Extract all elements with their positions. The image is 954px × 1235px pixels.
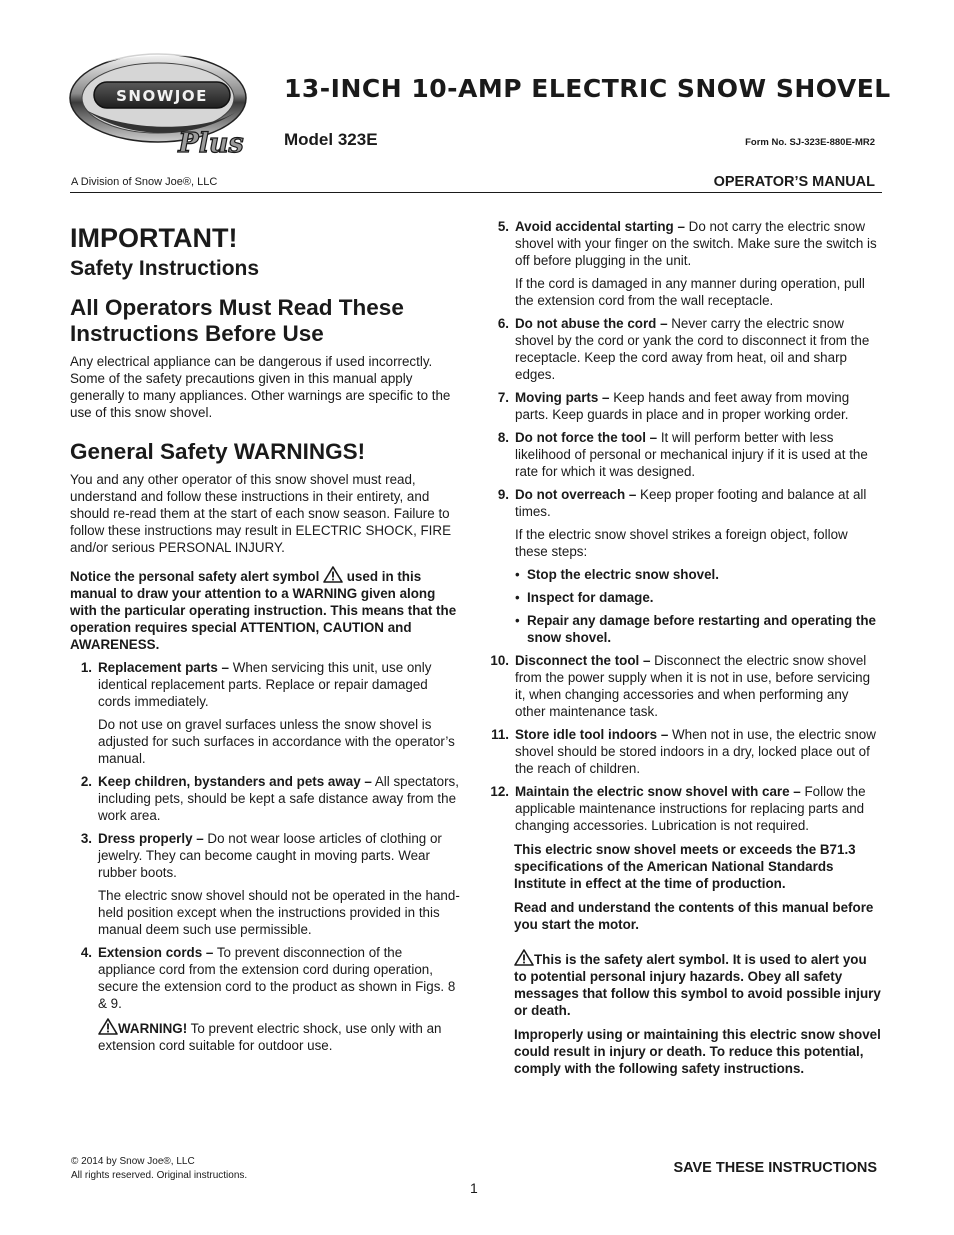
form-number: Form No. SJ-323E-880E-MR2	[745, 137, 875, 148]
list-item	[487, 652, 882, 720]
list-item	[70, 659, 463, 710]
item-number: 6.	[497, 316, 509, 331]
division-label: A Division of Snow Joe®, LLC	[71, 176, 218, 188]
item-number: 8.	[497, 430, 509, 445]
item-number: 2.	[80, 774, 92, 789]
list-item	[487, 315, 882, 383]
general-warnings-heading: General Safety WARNINGS!	[70, 439, 366, 464]
item-extra: If the cord is damaged in any manner during operation, pull the extension cord from the wall receptacle.	[515, 276, 865, 308]
item-heading: Store idle tool indoors –	[515, 727, 669, 742]
bullet-item	[487, 589, 882, 606]
item-text: Do not carry the electric snow shovel with your finger on the switch. Make sure the switch is off before plugging in the unit.	[515, 219, 877, 268]
item-number: 4.	[80, 945, 92, 960]
item-extra: Do not use on gravel surfaces unless the snow shovel is adjusted for such surfaces in accordance with the operator’s manual.	[98, 717, 455, 766]
item-heading: Do not force the tool –	[515, 430, 658, 445]
list-item	[487, 726, 882, 777]
item-heading: Do not overreach –	[515, 487, 637, 502]
item-number: 12.	[490, 784, 509, 799]
item-number: 5.	[497, 219, 509, 234]
model-number: Model 323E	[284, 130, 378, 149]
item-heading: Disconnect the tool –	[515, 653, 651, 668]
item-text: Follow the applicable maintenance instructions for replacing parts and changing accessories. Lubrication is not required.	[515, 784, 866, 833]
list-item	[487, 486, 882, 520]
item-number: 1.	[80, 660, 92, 675]
ansi-statement: This electric snow shovel meets or exceeds the B71.3 specifications of the American National Standards Institute in effect at the time of production.	[514, 842, 856, 891]
left-column	[70, 222, 463, 1054]
item-heading: Replacement parts –	[98, 660, 229, 675]
warning-paragraph	[70, 1018, 463, 1054]
item-text: It will perform better with less likelihood of personal or mechanical injury if it is used at the rate for which it was designed.	[515, 430, 868, 479]
item-heading: Do not abuse the cord –	[515, 316, 668, 331]
item-number: 9.	[497, 487, 509, 502]
item-text: When not in use, the electric snow shovel should be stored indoors in a dry, locked place out of the reach of children.	[515, 727, 876, 776]
bullet-text: Repair any damage before restarting and operating the snow shovel.	[527, 613, 876, 645]
list-item	[70, 944, 463, 1012]
item-extra: The electric snow shovel should not be operated in the hand-held position except when the instructions provided in this manual deem such use permissible.	[98, 888, 460, 937]
item-number: 10.	[490, 653, 509, 668]
warning-heading: WARNING!	[118, 1021, 188, 1036]
bullet-mark: •	[515, 567, 520, 582]
safety-instructions-heading: Safety Instructions	[70, 257, 260, 280]
safety-alert-icon	[323, 566, 343, 583]
header-divider	[70, 192, 882, 193]
logo-text: SNOWJOE	[116, 87, 208, 105]
safety-alert-icon	[98, 1018, 118, 1035]
item-text: To prevent disconnection of the appliance cord from the extension cord during operation, secure the extension cord to the product as shown in Figs. 8 & 9.	[98, 945, 456, 1011]
list-item	[487, 429, 882, 480]
item-text: Disconnect the electric snow shovel from the power supply when it is not in use, before servicing it, when changing accessories and when performing any other maintenance task.	[515, 653, 871, 719]
safety-alert-icon	[514, 949, 534, 966]
important-heading: IMPORTANT!	[70, 223, 238, 253]
document-title: 13-INCH 10-AMP ELECTRIC SNOW SHOVEL	[284, 74, 891, 103]
notice-paragraph	[70, 566, 463, 653]
item-extra: If the electric snow shovel strikes a foreign object, follow these steps:	[515, 527, 848, 559]
bullet-item	[487, 612, 882, 646]
item-text: When servicing this unit, use only identical replacement parts. Replace or repair damaged cords immediately.	[98, 660, 432, 709]
item-number: 7.	[497, 390, 509, 405]
snowjoe-plus-logo	[66, 40, 264, 168]
bullet-text: Stop the electric snow shovel.	[527, 567, 719, 582]
rights-text: All rights reserved. Original instructions.	[71, 1170, 248, 1181]
item-heading: Moving parts –	[515, 390, 610, 405]
bullet-text: Inspect for damage.	[527, 590, 654, 605]
alert-symbol-statement	[487, 949, 882, 1019]
list-item	[487, 218, 882, 269]
copyright-block	[71, 1155, 247, 1183]
logo-sub-text: Plus	[178, 128, 244, 159]
right-column	[487, 218, 882, 1077]
item-text: Do not wear loose articles of clothing or jewelry. They can become caught in moving parts. Wear rubber boots.	[98, 831, 442, 880]
general-warnings-paragraph: You and any other operator of this snow shovel must read, understand and follow these instructions in their entirety, and should re-read them at the start of each snow season. Failure to follow these instructions may result in ELECTRIC SHOCK, FIRE and/or serious PERSONAL INJURY.	[70, 472, 452, 555]
notice-text-a: Notice the personal safety alert symbol	[70, 569, 324, 584]
item-number: 11.	[491, 727, 509, 742]
operators-manual-label: OPERATOR’S MANUAL	[713, 174, 875, 190]
item-text: Never carry the electric snow shovel by the cord or yank the cord to disconnect it from the receptacle. Keep the cord away from heat, oil and sharp edges.	[515, 316, 870, 382]
all-operators-heading: All Operators Must Read These Instructions Before Use	[70, 295, 404, 346]
notice-text-b: used in this manual to draw your attention to a WARNING given along with the particular operating instruction. This means that the operation requires special ATTENTION, CAUTION and AWARENESS.	[70, 569, 457, 652]
bullet-mark: •	[515, 613, 520, 628]
item-heading: Extension cords –	[98, 945, 214, 960]
copyright-text: © 2014 by Snow Joe®, LLC	[71, 1156, 195, 1167]
item-text: Keep proper footing and balance at all times.	[515, 487, 867, 519]
item-number: 3.	[80, 831, 92, 846]
list-item	[70, 830, 463, 881]
read-manual-statement: Read and understand the contents of this manual before you start the motor.	[514, 900, 874, 932]
intro-paragraph: Any electrical appliance can be dangerous if used incorrectly. Some of the safety precautions given in this manual apply generally to many appliances. Other warnings are specific to the use of this snow shovel.	[70, 354, 451, 420]
alert-symbol-text: This is the safety alert symbol. It is used to alert you to potential personal injury hazards. Obey all safety messages that follow this symbol to avoid possible injury or death.	[514, 952, 881, 1018]
save-instructions-label: SAVE THESE INSTRUCTIONS	[673, 1160, 877, 1176]
item-text: All spectators, including pets, should be kept a safe distance away from the work area.	[98, 774, 459, 823]
warning-text: To prevent electric shock, use only with an extension cord suitable for outdoor use.	[98, 1021, 442, 1053]
item-heading: Dress properly –	[98, 831, 204, 846]
bullet-item	[487, 566, 882, 583]
list-item	[70, 773, 463, 824]
item-heading: Keep children, bystanders and pets away –	[98, 774, 372, 789]
page-number: 1	[470, 1180, 478, 1196]
list-item	[487, 389, 882, 423]
bullet-mark: •	[515, 590, 520, 605]
improper-use-statement: Improperly using or maintaining this electric snow shovel could result in injury or death. To reduce this potential, comply with the following safety instructions.	[514, 1027, 881, 1076]
item-heading: Maintain the electric snow shovel with care –	[515, 784, 801, 799]
item-heading: Avoid accidental starting –	[515, 219, 685, 234]
item-text: Keep hands and feet away from moving parts. Keep guards in place and in proper working order.	[515, 390, 850, 422]
list-item	[487, 783, 882, 834]
